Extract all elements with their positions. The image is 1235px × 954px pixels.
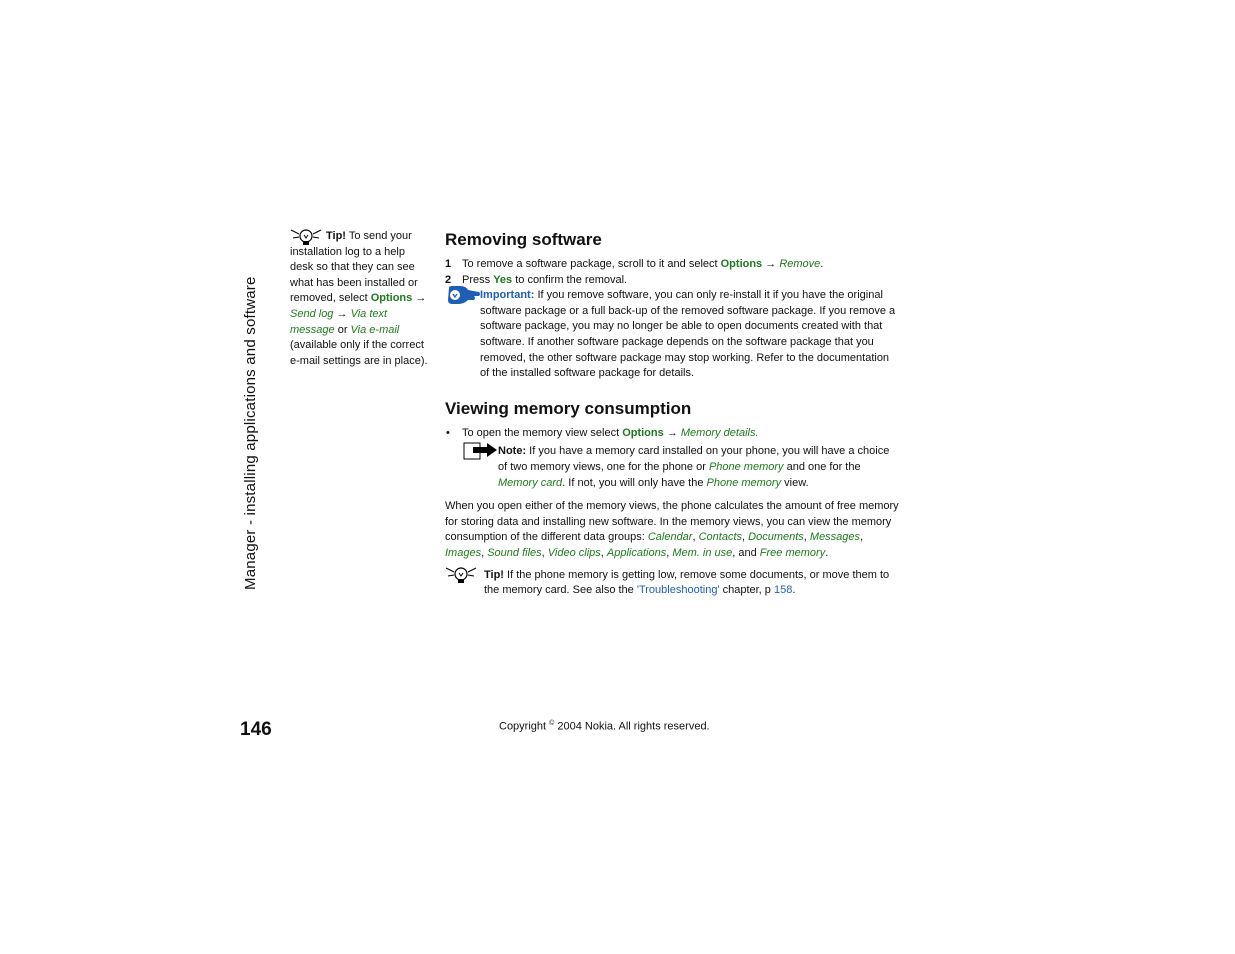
tip-label: Tip!	[484, 568, 504, 581]
page-link[interactable]: 158	[773, 584, 793, 597]
memory-paragraph: When you open either of the memory views, the phone calculates the amount of free memory for storing data and installing new software. In the memory views, you can view the memory consumption of the different data groups: Calendar, Contacts, Documents, Messages, Images, Sound files, Video clips, Applications, Mem. in use, and Free memory.	[445, 500, 899, 559]
options-ref: Options	[720, 258, 763, 270]
note-box: Note: If you have a memory card installed on your phone, you will have a choice of two memory views, one for the phone or Phone memory and one for the Memory card. If not, you will only have the Phone memory view.	[463, 444, 900, 491]
lightbulb-icon	[290, 228, 322, 252]
note-pointer-icon	[463, 442, 499, 468]
yes-ref: Yes	[493, 273, 513, 286]
side-chapter-title: Manager - installing applications and software	[242, 276, 259, 590]
options-ref: Options	[370, 292, 413, 305]
send-log-ref: Send log	[290, 307, 334, 320]
tip-label: Tip!	[326, 230, 346, 242]
remove-ref: Remove	[779, 258, 821, 270]
via-text-ref: Via text message	[290, 307, 388, 336]
troubleshooting-link[interactable]: 'Troubleshooting'	[636, 584, 720, 597]
lightbulb-icon	[445, 566, 477, 590]
removing-heading: Removing software	[445, 230, 602, 249]
important-hand-icon	[446, 286, 482, 312]
important-box: Important: If you remove software, you can only re-install it if you have the original software package or a full back-up of the removed software package. If you remove a software package, you may no longer be able to open documents created with that software. If another software package depends on the software package that you removed, the other software package may stop working. Refer to the documentation of the installed software package for details.	[445, 288, 900, 382]
via-email-ref: Via e-mail	[350, 323, 400, 336]
tip-box: Tip! If the phone memory is getting low, remove some documents, or move them to the memory card. See also the 'Troubleshooting' chapter, p 158.	[445, 568, 900, 599]
copyright: Copyright © 2004 Nokia. All rights reserved.	[499, 720, 710, 733]
page-number: 146	[240, 719, 272, 740]
main-content	[445, 229, 900, 599]
sidebar-tip: Tip! To send your installation log to a help desk so that they can see what has been installed or removed, select Options → Send log → Via text message or Via e-mail (available only if the correct e-mail settings are in place).	[290, 230, 428, 367]
viewing-heading: Viewing memory consumption	[445, 398, 692, 418]
note-label: Note:	[498, 445, 527, 458]
important-label: Important:	[480, 289, 535, 302]
memory-details-ref: Memory details.	[680, 426, 759, 439]
step-2: 2 Press Yes to confirm the removal.	[445, 273, 628, 286]
options-ref: Options	[622, 426, 664, 439]
bullet-item: • To open the memory view select Options → Memory details.	[446, 426, 759, 439]
step-1: 1 To remove a software package, scroll to it and select Options → Remove.	[445, 258, 824, 270]
